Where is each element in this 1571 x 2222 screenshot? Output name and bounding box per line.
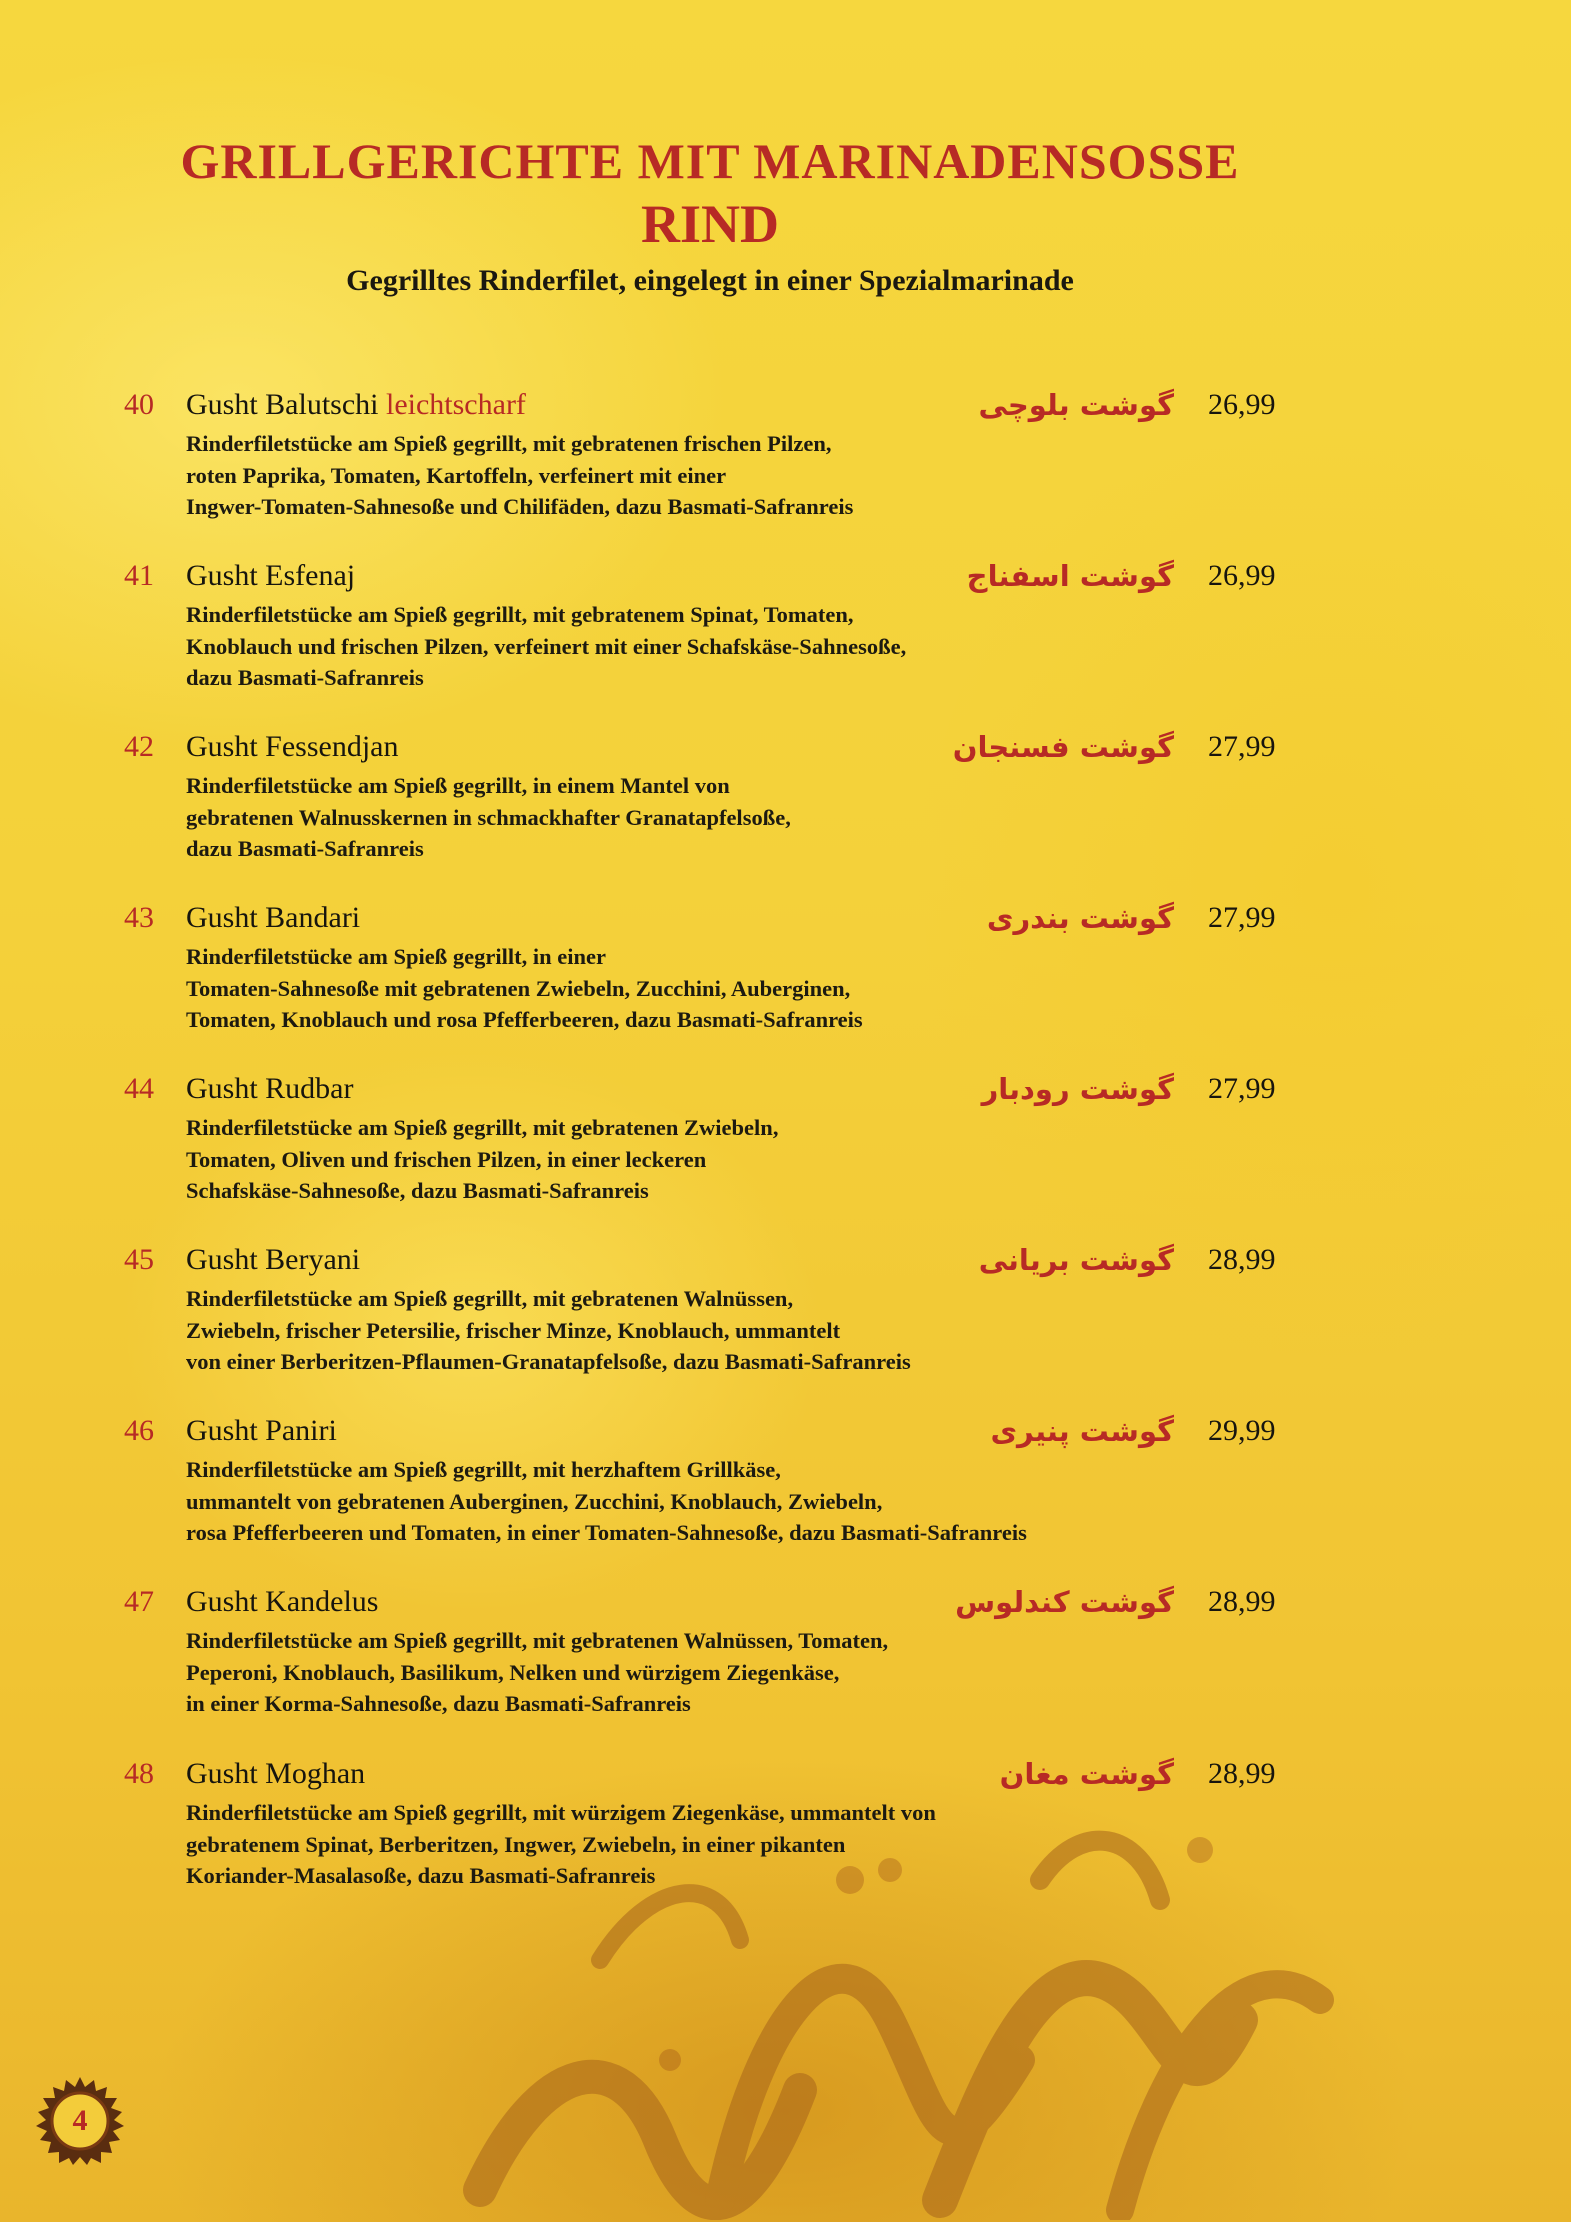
item-number: 44 <box>124 1072 154 1105</box>
item-farsi-name: گوشت مغان <box>999 1757 1174 1791</box>
menu-item <box>0 901 1571 1061</box>
item-farsi-name: گوشت رودبار <box>981 1072 1174 1106</box>
item-name: Gusht Kandelus <box>186 1585 379 1618</box>
item-price: 29,99 <box>1208 1414 1276 1447</box>
menu-item <box>0 730 1571 890</box>
item-farsi-name: گوشت پنیری <box>990 1414 1174 1448</box>
item-farsi-name: گوشت کندلوس <box>955 1585 1174 1619</box>
item-name: Gusht Balutschi leichtscharf <box>186 388 526 421</box>
item-price: 27,99 <box>1208 901 1276 934</box>
item-farsi-name: گوشت بریانی <box>978 1243 1174 1277</box>
item-number: 40 <box>124 388 154 421</box>
menu-item <box>0 559 1571 719</box>
item-name: Gusht Esfenaj <box>186 559 356 592</box>
menu-item <box>0 1585 1571 1745</box>
item-number: 41 <box>124 559 154 592</box>
item-description: Rinderfiletstücke am Spieß gegrillt, in einem Mantel von gebratenen Walnusskernen in schmackhafter Granatapfelsoße, dazu Basmati-Safranreis <box>186 773 791 861</box>
menu-item <box>0 1243 1571 1403</box>
item-number: 42 <box>124 730 154 763</box>
page-title: GRILLGERICHTE MIT MARINADENSOSSE <box>180 133 1240 189</box>
page-number: 4 <box>72 2104 88 2137</box>
menu-item <box>0 1414 1571 1574</box>
menu-item <box>0 1072 1571 1232</box>
item-number: 43 <box>124 901 154 934</box>
item-description: Rinderfiletstücke am Spieß gegrillt, mit gebratenen frischen Pilzen, roten Paprika, Tomaten, Kartoffeln, verfeinert mit einer Ingwer-Tomaten-Sahnesoße und Chilifäden, dazu Basmati-Safranreis <box>186 431 854 519</box>
item-price: 28,99 <box>1208 1757 1276 1790</box>
item-description: Rinderfiletstücke am Spieß gegrillt, mit gebratenen Walnüssen, Zwiebeln, frischer Petersilie, frischer Minze, Knoblauch, ummantelt von einer Berberitzen-Pflaumen-Granatapfelsoße, dazu Basmati-Safranreis <box>186 1286 911 1374</box>
item-price: 26,99 <box>1208 559 1276 592</box>
item-description: Rinderfiletstücke am Spieß gegrillt, mit gebratenen Zwiebeln, Tomaten, Oliven und frischen Pilzen, in einer leckeren Schafskäse-Sahnesoße, dazu Basmati-Safranreis <box>186 1115 779 1203</box>
item-price: 26,99 <box>1208 388 1276 421</box>
item-description: Rinderfiletstücke am Spieß gegrillt, mit gebratenem Spinat, Tomaten, Knoblauch und frischen Pilzen, verfeinert mit einer Schafskäse-Sahnesoße, dazu Basmati-Safranreis <box>186 602 907 690</box>
item-name: Gusht Bandari <box>186 901 361 934</box>
menu-item <box>0 388 1571 548</box>
item-name: Gusht Moghan <box>186 1757 366 1790</box>
item-number: 47 <box>124 1585 154 1618</box>
item-price: 28,99 <box>1208 1243 1276 1276</box>
menu-header <box>0 130 1420 300</box>
item-description: Rinderfiletstücke am Spieß gegrillt, mit herzhaftem Grillkäse, ummantelt von gebratenen Auberginen, Zucchini, Knoblauch, Zwiebeln, rosa Pfefferbeeren und Tomaten, in einer Tomaten-Sahnesoße, dazu Basmati-Safranreis <box>186 1457 1027 1545</box>
item-farsi-name: گوشت اسفناج <box>966 559 1174 593</box>
item-farsi-name: گوشت بلوچی <box>978 388 1174 422</box>
item-description: Rinderfiletstücke am Spieß gegrillt, mit würzigem Ziegenkäse, ummantelt von gebratenem Spinat, Berberitzen, Ingwer, Zwiebeln, in einer pikanten Koriander-Masalasoße, dazu Basmati-Safranreis <box>186 1800 936 1888</box>
item-price: 27,99 <box>1208 1072 1276 1105</box>
section-title: RIND <box>640 194 779 254</box>
item-price: 27,99 <box>1208 730 1276 763</box>
item-name: Gusht Fessendjan <box>186 730 399 763</box>
menu-item <box>0 1757 1571 1917</box>
item-name: Gusht Beryani <box>186 1243 361 1276</box>
page-number-badge <box>36 2077 124 2165</box>
item-name: Gusht Rudbar <box>186 1072 354 1105</box>
item-description: Rinderfiletstücke am Spieß gegrillt, mit gebratenen Walnüssen, Tomaten, Peperoni, Knoblauch, Basilikum, Nelken und würzigem Ziegenkäse, in einer Korma-Sahnesoße, dazu Basmati-Safranreis <box>186 1628 889 1716</box>
item-number: 48 <box>124 1757 154 1790</box>
item-farsi-name: گوشت بندری <box>986 901 1174 935</box>
item-name: Gusht Paniri <box>186 1414 337 1447</box>
item-description: Rinderfiletstücke am Spieß gegrillt, in einer Tomaten-Sahnesoße mit gebratenen Zwiebeln, Zucchini, Auberginen, Tomaten, Knoblauch und rosa Pfefferbeeren, dazu Basmati-Safranreis <box>186 944 863 1032</box>
item-farsi-name: گوشت فسنجان <box>952 730 1174 764</box>
item-number: 45 <box>124 1243 154 1276</box>
spicy-note: leichtscharf <box>386 388 526 421</box>
section-tagline: Gegrilltes Rinderfilet, eingelegt in einer Spezialmarinade <box>346 264 1074 297</box>
item-number: 46 <box>124 1414 154 1447</box>
item-price: 28,99 <box>1208 1585 1276 1618</box>
